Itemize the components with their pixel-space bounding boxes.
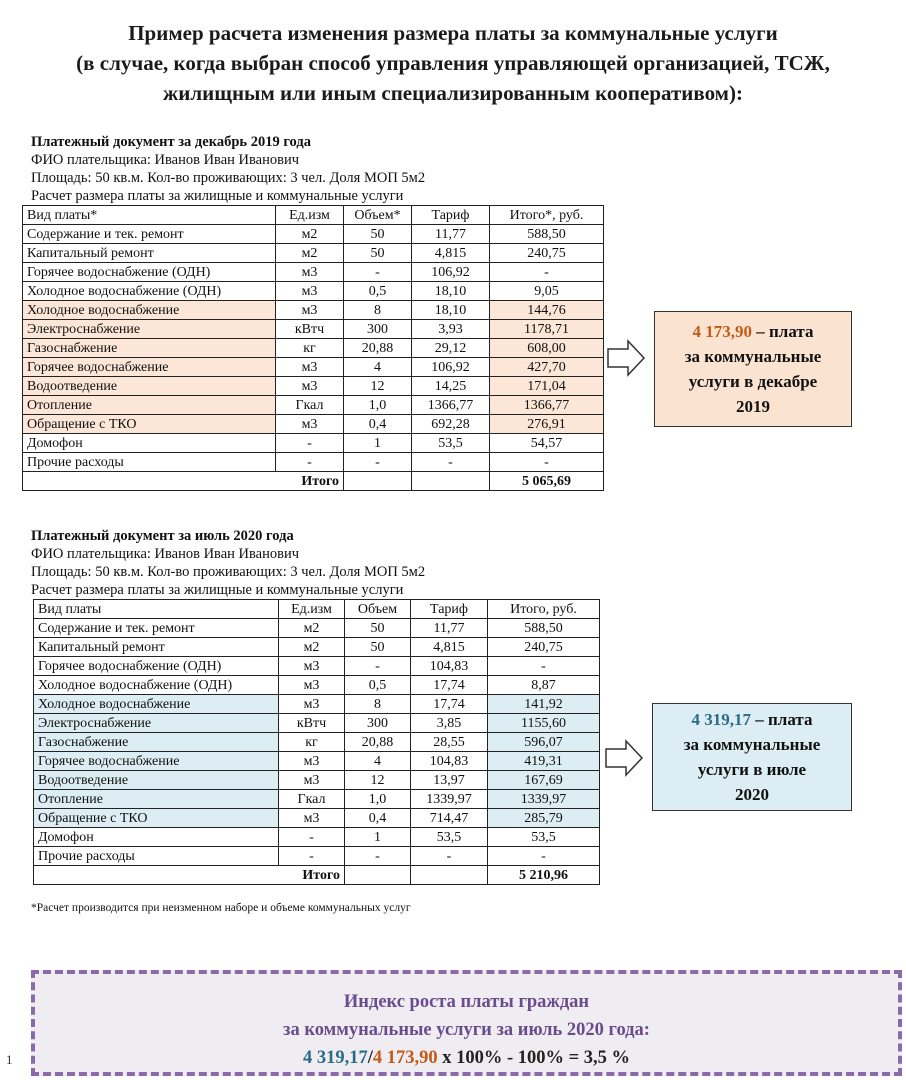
- table-row: [23, 263, 604, 282]
- unit-cell: м3: [276, 301, 344, 320]
- total-cell: 1178,71: [490, 320, 604, 339]
- table-header-row: [23, 206, 604, 225]
- service-name: Водоотведение: [34, 771, 279, 790]
- unit-cell: Гкал: [276, 396, 344, 415]
- tariff-cell: -: [411, 847, 488, 866]
- table-total-row: [34, 866, 600, 885]
- july-area: Площадь: 50 кв.м. Кол-во проживающих: 3 чел. Доля МОП 5м2: [31, 564, 426, 580]
- tariff-cell: 106,92: [412, 358, 490, 377]
- tariff-cell: 13,97: [411, 771, 488, 790]
- volume-cell: 8: [344, 301, 412, 320]
- unit-cell: м3: [279, 809, 345, 828]
- total-cell: -: [488, 657, 600, 676]
- service-name: Холодное водоснабжение: [34, 695, 279, 714]
- volume-cell: 50: [345, 638, 411, 657]
- december-doc-header: [31, 133, 425, 205]
- tariff-cell: 106,92: [412, 263, 490, 282]
- july-doc-header: [31, 527, 425, 599]
- table-row: [34, 714, 600, 733]
- service-name: Горячее водоснабжение (ОДН): [34, 657, 279, 676]
- index-line-2: за коммунальные услуги за июль 2020 года:: [283, 1020, 650, 1040]
- december-table: [22, 205, 604, 491]
- formula-rest: х 100% - 100% = 3,5 %: [437, 1048, 631, 1068]
- tariff-cell: 28,55: [411, 733, 488, 752]
- volume-cell: 12: [345, 771, 411, 790]
- table-row: [34, 790, 600, 809]
- column-header: Объем*: [344, 206, 412, 225]
- tariff-cell: 104,83: [411, 657, 488, 676]
- table-total-row: [23, 472, 604, 491]
- tariff-cell: 1366,77: [412, 396, 490, 415]
- july-heading: Платежный документ за июль 2020 года: [31, 528, 294, 544]
- tariff-cell: 714,47: [411, 809, 488, 828]
- service-name: Горячее водоснабжение: [23, 358, 276, 377]
- volume-cell: -: [345, 847, 411, 866]
- service-name: Домофон: [23, 434, 276, 453]
- volume-cell: 0,4: [345, 809, 411, 828]
- tariff-cell: 17,74: [411, 676, 488, 695]
- volume-cell: 8: [345, 695, 411, 714]
- july-payer: ФИО плательщика: Иванов Иван Иванович: [31, 546, 300, 562]
- table-row: [23, 415, 604, 434]
- unit-cell: м3: [276, 377, 344, 396]
- table-row: [34, 809, 600, 828]
- summary-text: услуги в декабре: [688, 372, 818, 391]
- volume-cell: -: [344, 453, 412, 472]
- unit-cell: м3: [279, 752, 345, 771]
- service-name: Обращение с ТКО: [34, 809, 279, 828]
- table-row: [23, 377, 604, 396]
- table-row: [23, 434, 604, 453]
- unit-cell: м3: [279, 657, 345, 676]
- total-cell: -: [490, 453, 604, 472]
- table-row: [23, 282, 604, 301]
- december-payer: ФИО плательщика: Иванов Иван Иванович: [31, 152, 300, 168]
- table-row: [34, 733, 600, 752]
- column-header: Итого*, руб.: [490, 206, 604, 225]
- page-title: [20, 18, 886, 108]
- total-cell: 240,75: [488, 638, 600, 657]
- volume-cell: 0,5: [344, 282, 412, 301]
- december-summary-line-1: [693, 319, 814, 344]
- total-cell: -: [488, 847, 600, 866]
- table-row: [34, 676, 600, 695]
- service-name: Прочие расходы: [23, 453, 276, 472]
- total-label: Итого: [34, 866, 345, 885]
- table-row: [23, 339, 604, 358]
- table-row: [34, 847, 600, 866]
- total-cell: -: [490, 263, 604, 282]
- tariff-cell: 18,10: [412, 282, 490, 301]
- unit-cell: м3: [276, 282, 344, 301]
- table-row: [34, 752, 600, 771]
- total-cell: 144,76: [490, 301, 604, 320]
- total-cell: 1155,60: [488, 714, 600, 733]
- column-header: Ед.изм: [276, 206, 344, 225]
- volume-cell: 1,0: [345, 790, 411, 809]
- tariff-cell: 3,93: [412, 320, 490, 339]
- total-cell: 427,70: [490, 358, 604, 377]
- december-amount: 4 173,90: [692, 322, 753, 341]
- july-table: [33, 599, 600, 885]
- tariff-cell: 29,12: [412, 339, 490, 358]
- total-cell: 141,92: [488, 695, 600, 714]
- july-calc: Расчет размера платы за жилищные и коммунальные услуги: [31, 582, 404, 598]
- volume-cell: 4: [344, 358, 412, 377]
- unit-cell: м3: [276, 358, 344, 377]
- volume-cell: 20,88: [345, 733, 411, 752]
- unit-cell: м2: [279, 638, 345, 657]
- index-formula: [35, 1044, 898, 1072]
- december-calc: Расчет размера платы за жилищные и коммунальные услуги: [31, 188, 404, 204]
- table-row: [34, 828, 600, 847]
- table-row: [23, 301, 604, 320]
- unit-cell: м3: [279, 771, 345, 790]
- service-name: Водоотведение: [23, 377, 276, 396]
- unit-cell: м3: [279, 676, 345, 695]
- summary-text: 2020: [735, 785, 769, 804]
- unit-cell: м3: [276, 415, 344, 434]
- volume-cell: 0,4: [344, 415, 412, 434]
- unit-cell: кВтч: [276, 320, 344, 339]
- total-cell: 419,31: [488, 752, 600, 771]
- total-cell: 53,5: [488, 828, 600, 847]
- service-name: Отопление: [34, 790, 279, 809]
- tariff-cell: -: [412, 453, 490, 472]
- total-cell: 596,07: [488, 733, 600, 752]
- table-row: [34, 619, 600, 638]
- july-summary-line-1: [692, 707, 813, 732]
- unit-cell: -: [279, 828, 345, 847]
- summary-text: услуги в июле: [697, 760, 807, 779]
- unit-cell: м2: [276, 244, 344, 263]
- table-row: [23, 453, 604, 472]
- service-name: Газоснабжение: [23, 339, 276, 358]
- service-name: Прочие расходы: [34, 847, 279, 866]
- service-name: Электроснабжение: [23, 320, 276, 339]
- unit-cell: м3: [276, 263, 344, 282]
- empty-cell: [344, 472, 412, 491]
- formula-slash: /: [367, 1048, 373, 1068]
- volume-cell: 12: [344, 377, 412, 396]
- service-name: Содержание и тек. ремонт: [23, 225, 276, 244]
- table-row: [34, 695, 600, 714]
- table-row: [23, 244, 604, 263]
- volume-cell: 50: [345, 619, 411, 638]
- service-name: Холодное водоснабжение (ОДН): [34, 676, 279, 695]
- service-name: Содержание и тек. ремонт: [34, 619, 279, 638]
- unit-cell: м2: [279, 619, 345, 638]
- volume-cell: 300: [344, 320, 412, 339]
- empty-cell: [345, 866, 411, 885]
- unit-cell: Гкал: [279, 790, 345, 809]
- volume-cell: 20,88: [344, 339, 412, 358]
- service-name: Холодное водоснабжение (ОДН): [23, 282, 276, 301]
- tariff-cell: 11,77: [411, 619, 488, 638]
- title-line-1: Пример расчета изменения размера платы за коммунальные услуги: [128, 21, 778, 45]
- table-row: [23, 225, 604, 244]
- table-row: [23, 320, 604, 339]
- column-header: Тариф: [412, 206, 490, 225]
- column-header: Тариф: [411, 600, 488, 619]
- unit-cell: кг: [279, 733, 345, 752]
- summary-text: – плата: [752, 322, 814, 341]
- tariff-cell: 4,815: [412, 244, 490, 263]
- volume-cell: 50: [344, 244, 412, 263]
- service-name: Отопление: [23, 396, 276, 415]
- unit-cell: -: [276, 434, 344, 453]
- tariff-cell: 1339,97: [411, 790, 488, 809]
- total-cell: 167,69: [488, 771, 600, 790]
- table-row: [23, 396, 604, 415]
- total-cell: 276,91: [490, 415, 604, 434]
- total-cell: 1366,77: [490, 396, 604, 415]
- total-cell: 8,87: [488, 676, 600, 695]
- total-value: 5 065,69: [490, 472, 604, 491]
- column-header: Вид платы*: [23, 206, 276, 225]
- title-line-3: жилищным или иным специализированным кооперативом):: [163, 81, 743, 105]
- table-row: [34, 657, 600, 676]
- total-cell: 285,79: [488, 809, 600, 828]
- summary-text: за коммунальные: [684, 347, 822, 366]
- service-name: Горячее водоснабжение (ОДН): [23, 263, 276, 282]
- empty-cell: [411, 866, 488, 885]
- volume-cell: 1: [345, 828, 411, 847]
- tariff-cell: 53,5: [412, 434, 490, 453]
- table-row: [34, 638, 600, 657]
- service-name: Холодное водоснабжение: [23, 301, 276, 320]
- volume-cell: 0,5: [345, 676, 411, 695]
- unit-cell: м2: [276, 225, 344, 244]
- service-name: Горячее водоснабжение: [34, 752, 279, 771]
- total-cell: 588,50: [490, 225, 604, 244]
- table-header-row: [34, 600, 600, 619]
- total-cell: 240,75: [490, 244, 604, 263]
- table-row: [23, 358, 604, 377]
- tariff-cell: 692,28: [412, 415, 490, 434]
- volume-cell: 1: [344, 434, 412, 453]
- formula-december-amount: 4 173,90: [372, 1048, 438, 1068]
- summary-text: 2019: [736, 397, 770, 416]
- volume-cell: -: [344, 263, 412, 282]
- total-cell: 588,50: [488, 619, 600, 638]
- total-label: Итого: [23, 472, 344, 491]
- service-name: Домофон: [34, 828, 279, 847]
- december-area: Площадь: 50 кв.м. Кол-во проживающих: 3 чел. Доля МОП 5м2: [31, 170, 426, 186]
- tariff-cell: 4,815: [411, 638, 488, 657]
- december-summary-box: [654, 311, 852, 427]
- arrow-right-icon: [606, 338, 646, 378]
- total-cell: 54,57: [490, 434, 604, 453]
- unit-cell: кВтч: [279, 714, 345, 733]
- july-summary-box: [652, 703, 852, 811]
- tariff-cell: 104,83: [411, 752, 488, 771]
- column-header: Вид платы: [34, 600, 279, 619]
- tariff-cell: 11,77: [412, 225, 490, 244]
- formula-july-amount: 4 319,17: [302, 1048, 368, 1068]
- unit-cell: -: [279, 847, 345, 866]
- total-cell: 171,04: [490, 377, 604, 396]
- title-line-2: (в случае, когда выбран способ управления управляющей организацией, ТСЖ,: [76, 51, 830, 75]
- volume-cell: 4: [345, 752, 411, 771]
- column-header: Объем: [345, 600, 411, 619]
- tariff-cell: 17,74: [411, 695, 488, 714]
- service-name: Обращение с ТКО: [23, 415, 276, 434]
- volume-cell: 300: [345, 714, 411, 733]
- table-row: [34, 771, 600, 790]
- footnote: *Расчет производится при неизменном наборе и объеме коммунальных услуг: [31, 902, 411, 914]
- volume-cell: 50: [344, 225, 412, 244]
- volume-cell: -: [345, 657, 411, 676]
- unit-cell: кг: [276, 339, 344, 358]
- total-cell: 9,05: [490, 282, 604, 301]
- total-value: 5 210,96: [488, 866, 600, 885]
- arrow-right-icon: [604, 738, 644, 778]
- service-name: Капитальный ремонт: [34, 638, 279, 657]
- unit-cell: м3: [279, 695, 345, 714]
- service-name: Капитальный ремонт: [23, 244, 276, 263]
- growth-index-box: [31, 970, 902, 1076]
- service-name: Газоснабжение: [34, 733, 279, 752]
- empty-cell: [412, 472, 490, 491]
- july-amount: 4 319,17: [691, 710, 752, 729]
- december-heading: Платежный документ за декабрь 2019 года: [31, 134, 311, 150]
- unit-cell: -: [276, 453, 344, 472]
- tariff-cell: 53,5: [411, 828, 488, 847]
- tariff-cell: 18,10: [412, 301, 490, 320]
- total-cell: 1339,97: [488, 790, 600, 809]
- tariff-cell: 14,25: [412, 377, 490, 396]
- column-header: Ед.изм: [279, 600, 345, 619]
- service-name: Электроснабжение: [34, 714, 279, 733]
- page-number: 1: [6, 1052, 13, 1067]
- column-header: Итого, руб.: [488, 600, 600, 619]
- tariff-cell: 3,85: [411, 714, 488, 733]
- index-line-1: Индекс роста платы граждан: [343, 992, 590, 1012]
- volume-cell: 1,0: [344, 396, 412, 415]
- summary-text: за коммунальные: [683, 735, 821, 754]
- summary-text: – плата: [751, 710, 813, 729]
- total-cell: 608,00: [490, 339, 604, 358]
